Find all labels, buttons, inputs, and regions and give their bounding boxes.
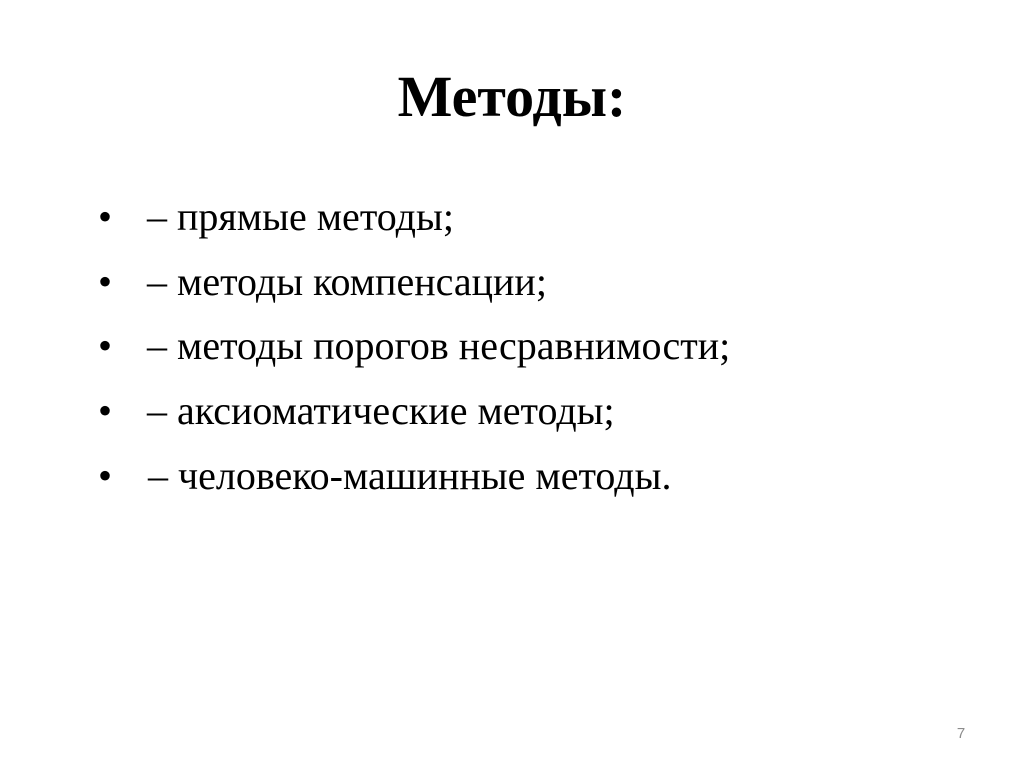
bullet-text: – методы порогов несравнимости; [147,323,731,368]
bullet-dot-icon: • [98,194,113,239]
bullet-text: – аксиоматические методы; [147,388,615,433]
bullet-text: – прямые методы; [147,194,454,239]
bullet-dot-icon: • [98,453,113,498]
bullet-dot-icon: • [98,259,113,304]
slide-title: Методы: [397,64,627,129]
bullet-dot-icon: • [98,323,113,368]
page-number: 7 [956,725,966,742]
bullet-dot-icon: • [98,388,113,433]
bullet-text: – человеко-машинные методы. [148,453,672,498]
bullet-text: – методы компенсации; [147,259,547,304]
